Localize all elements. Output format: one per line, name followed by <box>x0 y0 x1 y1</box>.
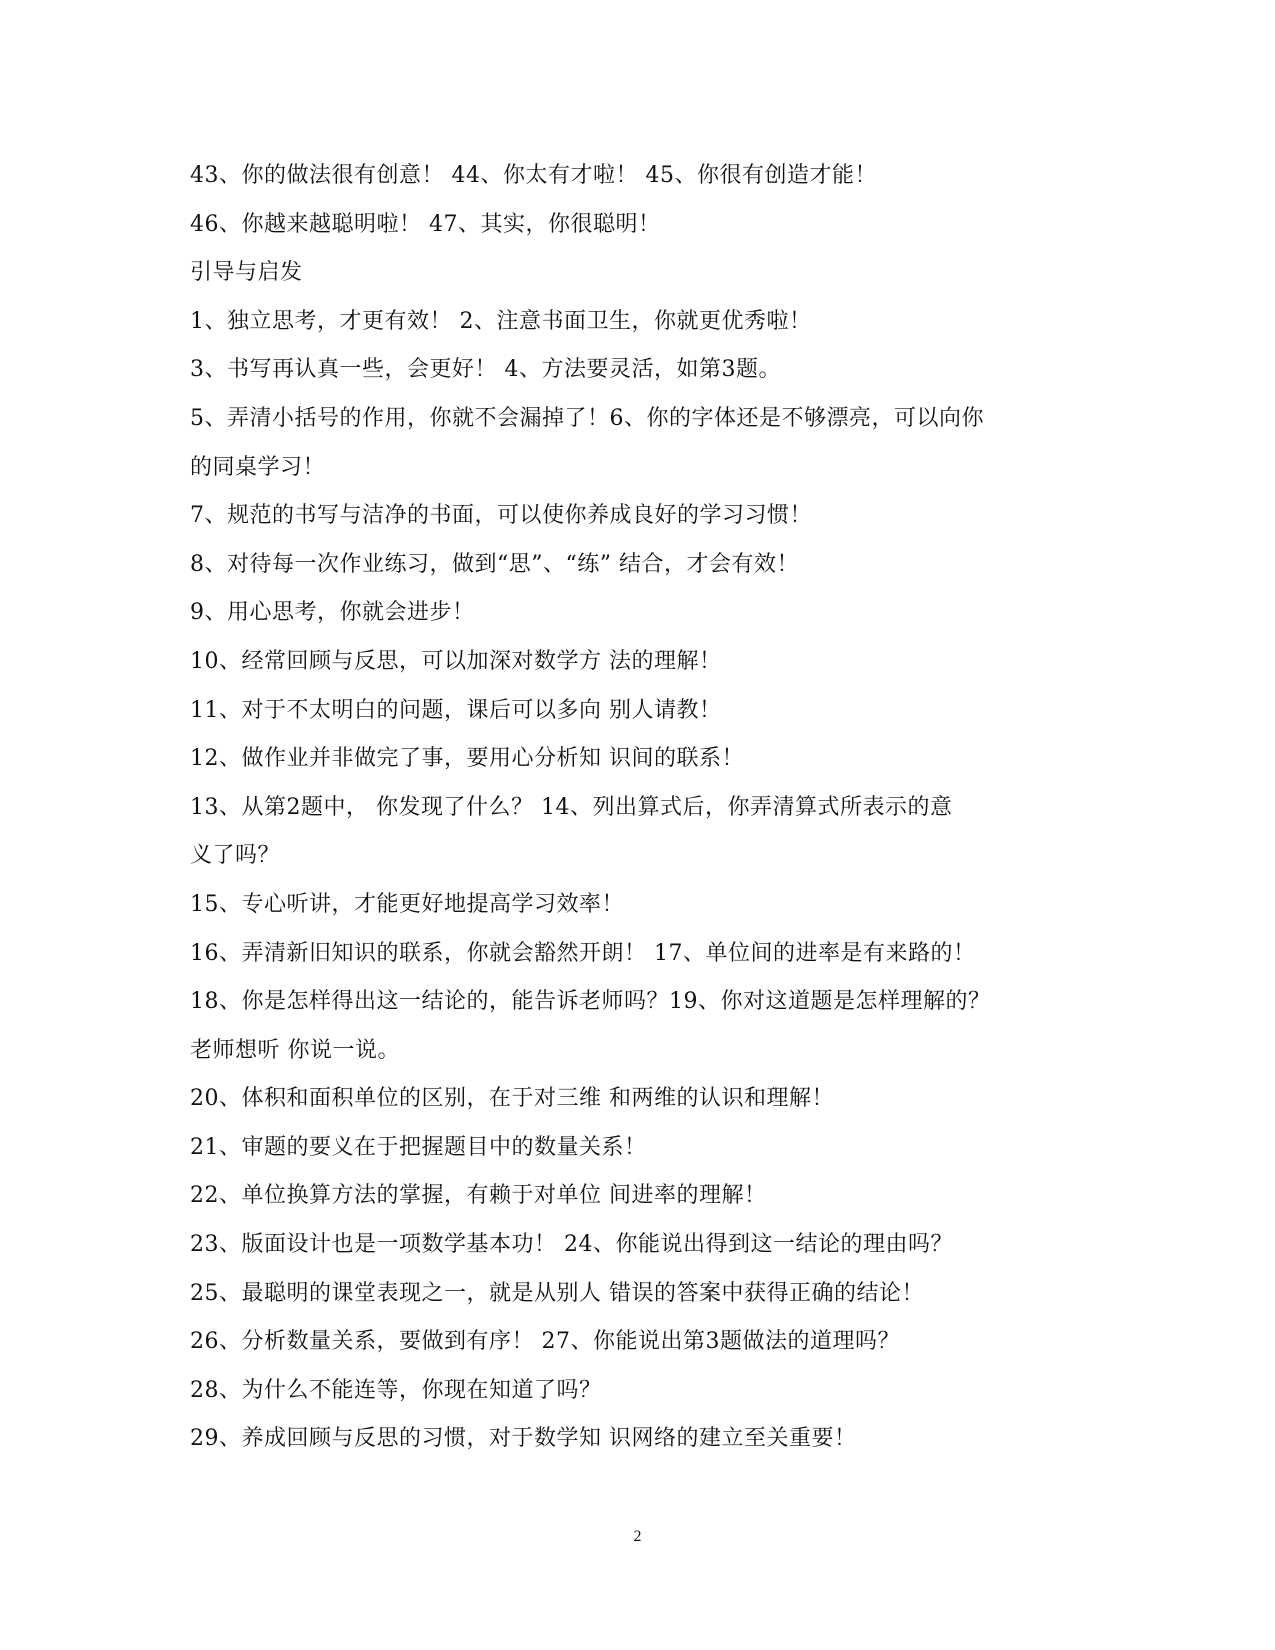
text-line: 18、你是怎样得出这一结论的，能告诉老师吗？19、你对这道题是怎样理解的？ <box>190 989 991 1015</box>
text-line: 1、独立思考，才更有效！ 2、注意书面卫生，你就更优秀啦！ <box>190 308 812 334</box>
text-line: 46、你越来越聪明啦！ 47、其实，你很聪明！ <box>190 211 661 237</box>
text-line: 43、你的做法很有创意！ 44、你太有才啦！ 45、你很有创造才能！ <box>190 163 877 188</box>
text-line: 5、弄清小括号的作用，你就不会漏掉了！6、你的字体还是不够漂亮，可以向你 <box>190 405 984 431</box>
text-line: 9、用心思考，你就会进步！ <box>190 600 475 626</box>
text-line: 10、经常回顾与反思，可以加深对数学方 法的理解！ <box>190 648 722 674</box>
text-line: 20、体积和面积单位的区别，在于对三维 和两维的认识和理解！ <box>190 1086 834 1112</box>
text-line: 23、版面设计也是一项数学基本功！ 24、你能说出得到这一结论的理由吗？ <box>190 1232 953 1258</box>
text-line: 11、对于不太明白的问题，课后可以多向 别人请教！ <box>190 697 722 723</box>
text-line: 25、最聪明的课堂表现之一，就是从别人 错误的答案中获得正确的结论！ <box>190 1280 924 1306</box>
text-line: 的同桌学习！ <box>190 454 326 480</box>
text-line: 26、分析数量关系，要做到有序！ 27、你能说出第3题做法的道理吗？ <box>190 1329 900 1355</box>
page-number: 2 <box>633 1528 642 1545</box>
text-line: 15、专心听讲，才能更好地提高学习效率！ <box>190 891 624 917</box>
text-line: 3、书写再认真一些，会更好！ 4、方法要灵活，如第3题。 <box>190 357 781 383</box>
text-line: 22、单位换算方法的掌握，有赖于对单位 间进率的理解！ <box>190 1183 767 1209</box>
text-line: 12、做作业并非做完了事，要用心分析知 识间的联系！ <box>190 746 744 772</box>
document-body <box>190 152 1090 1464</box>
text-line: 29、养成回顾与反思的习惯，对于数学知 识网络的建立至关重要！ <box>190 1426 857 1452</box>
section-heading: 引导与启发 <box>190 260 303 286</box>
text-line: 28、为什么不能连等，你现在知道了吗？ <box>190 1377 602 1403</box>
text-line: 老师想听 你说一说。 <box>190 1037 400 1063</box>
text-line: 13、从第2题中， 你发现了什么？ 14、列出算式后，你弄清算式所表示的意 <box>190 794 953 820</box>
text-line: 8、对待每一次作业练习，做到“思”、“练” 结合，才会有效！ <box>190 551 799 577</box>
text-line: 7、规范的书写与洁净的书面，可以使你养成良好的学习习惯！ <box>190 503 812 529</box>
text-line: 16、弄清新旧知识的联系，你就会豁然开朗！ 17、单位间的进率是有来路的！ <box>190 940 976 966</box>
text-line: 义了吗？ <box>190 843 281 869</box>
text-line: 21、审题的要义在于把握题目中的数量关系！ <box>190 1134 647 1160</box>
